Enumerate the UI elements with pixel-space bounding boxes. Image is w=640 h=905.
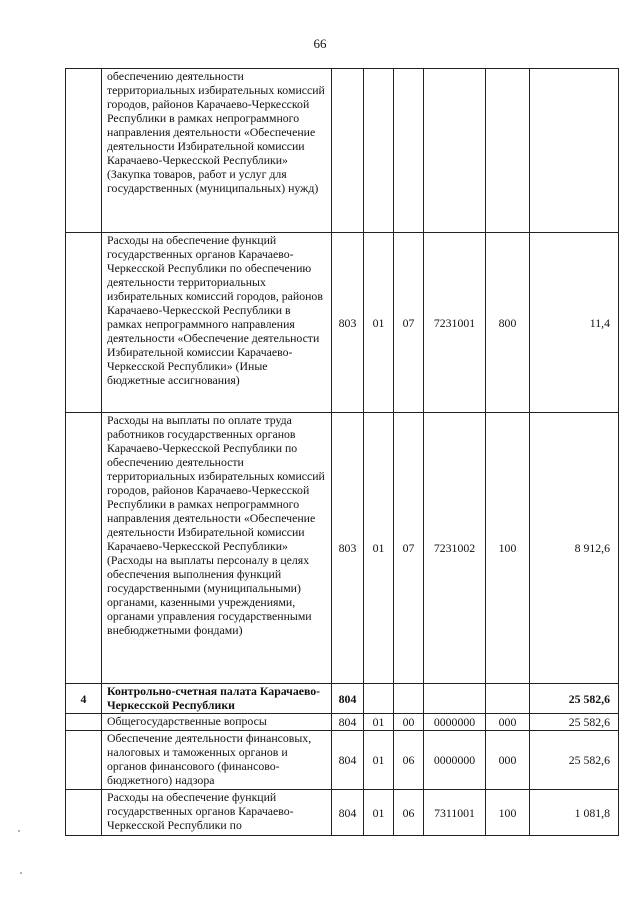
row-name: Расходы на обеспечение функций государственных органов Карачаево-Черкесской Республики по — [102, 790, 332, 836]
scan-artifact — [20, 872, 22, 874]
section-code: 01 — [364, 233, 394, 413]
subsection-code: 07 — [394, 413, 424, 684]
section-code — [364, 69, 394, 233]
amount: 1 081,8 — [530, 790, 619, 836]
table-row — [66, 731, 619, 790]
expense-type-code: 100 — [486, 413, 530, 684]
row-index: 4 — [66, 684, 102, 714]
section-code — [364, 684, 394, 714]
subsection-code: 06 — [394, 790, 424, 836]
table-row — [66, 233, 619, 413]
budget-table — [65, 68, 619, 836]
table-row — [66, 684, 619, 714]
target-code — [424, 69, 486, 233]
expense-type-code — [486, 69, 530, 233]
section-code: 01 — [364, 714, 394, 731]
section-code: 01 — [364, 413, 394, 684]
table-row — [66, 714, 619, 731]
row-index — [66, 731, 102, 790]
target-code: 0000000 — [424, 714, 486, 731]
subsection-code: 07 — [394, 233, 424, 413]
target-code: 7231001 — [424, 233, 486, 413]
amount: 25 582,6 — [530, 684, 619, 714]
ministry-code: 804 — [332, 731, 364, 790]
ministry-code: 803 — [332, 233, 364, 413]
amount — [530, 69, 619, 233]
amount: 25 582,6 — [530, 714, 619, 731]
row-name: обеспечению деятельности территориальных избирательных комиссий городов, районов Карачаево-Черкесской Республики в рамках непрограммного направления деятельности «Обеспечение деятельности Избирательной комиссии Карачаево-Черкесской Республики» (Закупка товаров, работ и услуг для государственных (муниципальных) нужд) — [102, 69, 332, 233]
amount: 8 912,6 — [530, 413, 619, 684]
subsection-code: 00 — [394, 714, 424, 731]
section-code: 01 — [364, 790, 394, 836]
target-code: 0000000 — [424, 731, 486, 790]
table-row — [66, 790, 619, 836]
row-name: Расходы на обеспечение функций государственных органов Карачаево-Черкесской Республики по обеспечению деятельности территориальных избирательных комиссий городов, районов Карачаево-Черкесской Республики в рамках непрограммного направления деятельности «Обеспечение деятельности Избирательной комиссии Карачаево-Черкесской Республики» (Иные бюджетные ассигнования) — [102, 233, 332, 413]
ministry-code: 804 — [332, 684, 364, 714]
row-index — [66, 790, 102, 836]
ministry-code — [332, 69, 364, 233]
subsection-code: 06 — [394, 731, 424, 790]
amount: 11,4 — [530, 233, 619, 413]
subsection-code — [394, 684, 424, 714]
table-row — [66, 413, 619, 684]
expense-type-code: 000 — [486, 731, 530, 790]
table-row — [66, 69, 619, 233]
row-name: Контрольно-счетная палата Карачаево-Черкесской Республики — [102, 684, 332, 714]
row-name: Расходы на выплаты по оплате труда работников государственных органов Карачаево-Черкесской Республики по обеспечению деятельности территориальных избирательных комиссий городов, районов Карачаево-Черкесской Республики в рамках непрограммного направления деятельности «Обеспечение деятельности Избирательной комиссии Карачаево-Черкесской Республики» (Расходы на выплаты персоналу в целях обеспечения выполнения функций государственными (муниципальными) органами, казенными учреждениями, органами управления государственными внебюджетными фондами) — [102, 413, 332, 684]
target-code: 7311001 — [424, 790, 486, 836]
section-code: 01 — [364, 731, 394, 790]
expense-type-code: 800 — [486, 233, 530, 413]
expense-type-code: 100 — [486, 790, 530, 836]
ministry-code: 804 — [332, 790, 364, 836]
ministry-code: 803 — [332, 413, 364, 684]
page-number: 66 — [313, 36, 327, 51]
subsection-code — [394, 69, 424, 233]
target-code: 7231002 — [424, 413, 486, 684]
row-index — [66, 233, 102, 413]
row-index — [66, 413, 102, 684]
ministry-code: 804 — [332, 714, 364, 731]
target-code — [424, 684, 486, 714]
scan-artifact — [18, 830, 20, 832]
row-name: Обеспечение деятельности финансовых, налоговых и таможенных органов и органов финансового (финансово-бюджетного) надзора — [102, 731, 332, 790]
row-name: Общегосударственные вопросы — [102, 714, 332, 731]
expense-type-code: 000 — [486, 714, 530, 731]
amount: 25 582,6 — [530, 731, 619, 790]
expense-type-code — [486, 684, 530, 714]
row-index — [66, 714, 102, 731]
row-index — [66, 69, 102, 233]
